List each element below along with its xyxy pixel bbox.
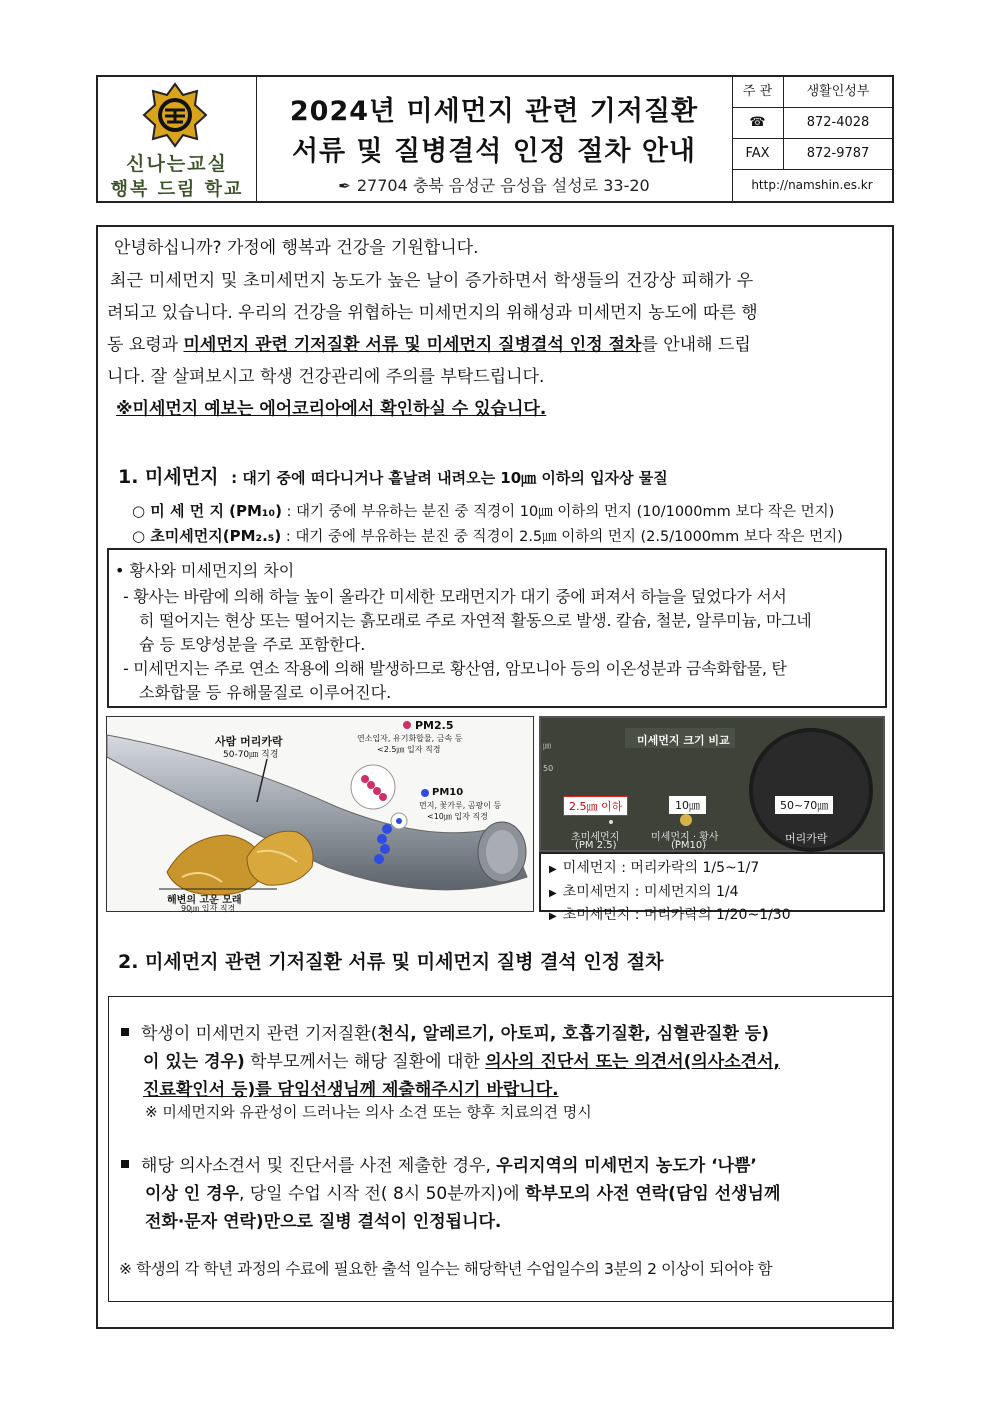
procedure-a-note: ※ 미세먼지와 유관성이 드러나는 의사 소견 또는 향후 치료의견 명시 — [145, 1103, 592, 1121]
b3-bold: 전화·문자 연락)만으로 질병 결석이 인정됩니다. — [145, 1212, 502, 1232]
info-key: FAX — [732, 139, 784, 169]
pm10-label: ○ 미 세 먼 지 (PM₁₀) — [132, 502, 282, 520]
intro-line-4 — [107, 330, 751, 355]
info-value: 생활인성부 — [806, 84, 870, 99]
ratio-text-3: 초미세먼지 : 머리카락의 1/20~1/30 — [562, 907, 791, 923]
info-row-fax — [732, 139, 892, 170]
document-title-line2: 서류 및 질병결석 인정 절차 안내 — [291, 136, 697, 167]
sand-label: 해변의 고운 모래 — [167, 895, 242, 906]
a3-underlined: 진료확인서 등)를 담임선생님께 제출해주시기 바랍니다. — [143, 1080, 559, 1100]
yellow-dust-vs-fine-dust-box — [107, 548, 887, 708]
b2-text: , 당일 수업 시작 전( 8시 50분까지)에 — [238, 1184, 525, 1204]
info-value: 872-4028 — [806, 115, 870, 130]
axis-unit-label: ㎛ — [543, 741, 551, 750]
procedure-a-line-3 — [143, 1075, 559, 1100]
a1-bold: 천식, 알레르기, 아토피, 호흡기질환, 심혈관질환 등) — [377, 1024, 769, 1044]
info-key: 주 관 — [732, 77, 784, 107]
square-bullet-icon — [121, 1160, 129, 1168]
diff-line-3: 슘 등 토양성분을 주로 포함한다. — [139, 635, 366, 654]
ratio-text-2: 초미세먼지 : 미세먼지의 1/4 — [562, 884, 739, 900]
document-header — [96, 75, 894, 203]
a2-underlined: 의사의 진단서 또는 의견서(의사소견서, — [485, 1052, 780, 1072]
pm10-figure-desc: 먼지, 꽃가루, 곰팡이 등 — [419, 801, 502, 810]
procedure-a-line-2 — [143, 1047, 780, 1072]
diff-line-5: 소화합물 등 유해물질로 이루어진다. — [139, 683, 392, 702]
hair-size-badge: 50~70㎛ — [775, 796, 833, 814]
pm10-definition — [132, 500, 834, 521]
procedure-a-line-1 — [121, 1019, 769, 1044]
school-slogan-bottom: 행복 드림 학교 — [110, 179, 244, 200]
address-text: 27704 충북 음성군 음성읍 설성로 33-20 — [356, 176, 650, 195]
section1-description: : 대기 중에 떠다니거나 흩날려 내려오는 10㎛ 이하의 입자상 물질 — [231, 469, 668, 487]
ratio-text-1: 미세먼지 : 머리카락의 1/5~1/7 — [562, 860, 760, 876]
contact-info-table — [732, 77, 892, 201]
pm25-size-badge: 2.5㎛ 이하 — [563, 796, 628, 816]
b1-bold: 우리지역의 미세먼지 농도가 ‘나쁨’ — [496, 1156, 757, 1176]
ratio-row-2: ▶ 초미세먼지 : 미세먼지의 1/4 — [549, 884, 739, 900]
b1-text: 해당 의사소견서 및 진단서를 사전 제출한 경우, — [141, 1156, 497, 1176]
ratio-row-1: ▶ 미세먼지 : 머리카락의 1/5~1/7 — [549, 860, 760, 876]
info-row-phone — [732, 108, 892, 139]
intro-line-4-underlined: 미세먼지 관련 기저질환 서류 및 미세먼지 질병결석 인정 절차 — [183, 335, 642, 355]
a2-bold: 이 있는 경우) — [143, 1052, 245, 1072]
section1-heading — [118, 462, 668, 489]
pm10-description: : 대기 중에 부유하는 분진 중 직경이 10㎛ 이하의 먼지 (10/1000mm 보다 작은 먼지) — [286, 504, 835, 520]
hair-size-label: 50-70㎛ 직경 — [223, 750, 279, 760]
school-logo-cell — [98, 77, 257, 201]
axis-tick-label: 50 — [543, 764, 554, 773]
pm10-figure-size: <10㎛ 입자 직경 — [427, 812, 488, 821]
pm25-caption: 초미세먼지 — [571, 832, 620, 843]
hair-caption: 머리카락 — [785, 832, 828, 845]
size-comparison-image — [539, 716, 885, 852]
ratio-row-3: ▶ 초미세먼지 : 머리카락의 1/20~1/30 — [549, 907, 791, 923]
intro-line-4-pre: 동 요령과 — [107, 335, 184, 355]
school-url-link[interactable]: http://namshin.es.kr — [751, 178, 873, 192]
pm10-caption-sub: (PM10) — [671, 840, 707, 851]
procedure-b-line-2 — [145, 1179, 780, 1204]
pm25-label: ○ 초미세먼지(PM₂.₅) — [132, 527, 282, 545]
particle-size-illustration — [106, 716, 534, 912]
pm25-definition — [132, 525, 843, 546]
pm25-figure-desc: 연소입자, 유기화합물, 금속 등 — [357, 734, 463, 743]
intro-line-3: 려되고 있습니다. 우리의 건강을 위협하는 미세먼지의 위해성과 미세먼지 농도에 따른 행 — [107, 303, 758, 323]
procedure-b-line-3 — [145, 1207, 501, 1232]
pm25-caption-sub: (PM 2.5) — [575, 840, 617, 851]
size-ratio-box — [539, 852, 885, 923]
phone-icon: ☎ — [732, 108, 784, 138]
airkorea-notice: ※미세먼지 예보는 에어코리아에서 확인하실 수 있습니다. — [116, 399, 547, 419]
intro-line-4-post: 를 안내해 드립 — [641, 335, 751, 355]
pm10-size-badge: 10㎛ — [669, 796, 706, 814]
sand-size-label: 90㎛ 입자 직경 — [181, 904, 236, 913]
section2-heading: 2. 미세먼지 관련 기저질환 서류 및 미세먼지 질병 결석 인정 절차 — [118, 951, 664, 973]
a2-text: 학부모께서는 해당 질환에 대한 — [244, 1052, 486, 1072]
diff-line-2: 히 떨어지는 현상 또는 떨어지는 흙모래로 주로 자연적 활동으로 발생. 칼슘, 철분, 알루미늄, 마그네 — [139, 611, 812, 630]
intro-line-5: 니다. 잘 살펴보시고 학생 건강관리에 주의를 부탁드립니다. — [107, 367, 545, 387]
pm25-figure-label: PM2.5 — [415, 719, 454, 732]
a1-text: 학생이 미세먼지 관련 기저질환( — [141, 1024, 378, 1044]
pm10-caption: 미세먼지 · 황사 — [651, 832, 719, 843]
document-title-line1: 2024년 미세먼지 관련 기저질환 — [289, 96, 699, 127]
school-slogan-top: 신나는교실 — [126, 153, 228, 175]
pm10-figure-label: PM10 — [432, 787, 464, 798]
info-row-department — [732, 77, 892, 108]
b2-bold: 이상 인 경우 — [145, 1184, 239, 1204]
info-value: 872-9787 — [806, 146, 870, 161]
intro-line-2: 최근 미세먼지 및 초미세먼지 농도가 높은 날이 증가하면서 학생들의 건강상 피해가 우 — [110, 271, 754, 291]
diff-title: • 황사와 미세먼지의 차이 — [115, 561, 295, 580]
hair-label: 사람 머리카락 — [215, 735, 283, 748]
pm25-figure-size: <2.5㎛ 입자 직경 — [377, 745, 441, 754]
title-cell — [256, 77, 733, 201]
info-row-url — [732, 170, 892, 201]
size-comparison-title: 미세먼지 크기 비교 — [637, 734, 730, 747]
diff-line-4: - 미세먼지는 주로 연소 작용에 의해 발생하므로 황산염, 암모니아 등의 이온성분과 금속화합물, 탄 — [123, 659, 787, 678]
procedure-b-line-1 — [121, 1151, 757, 1176]
attendance-note: ※ 학생의 각 학년 과정의 수료에 필요한 출석 일수는 해당학년 수업일수의 3분의 2 이상이 되어야 함 — [119, 1260, 773, 1278]
diff-line-1: - 황사는 바람에 의해 하늘 높이 올라간 미세한 모래먼지가 대기 중에 퍼져서 하늘을 덮었다가 서서 — [123, 587, 787, 606]
b2-bold-2: 학부모의 사전 연락(담임 선생님께 — [524, 1184, 781, 1204]
section1-heading-text: 1. 미세먼지 — [118, 466, 219, 488]
school-address — [256, 173, 732, 196]
pm25-description: : 대기 중에 부유하는 분진 중 직경이 2.5㎛ 이하의 먼지 (2.5/1000mm 보다 작은 먼지) — [285, 529, 843, 545]
square-bullet-icon — [121, 1028, 129, 1036]
procedure-box — [108, 996, 894, 1302]
school-emblem-icon — [143, 83, 207, 147]
intro-line-1: 안녕하십니까? 가정에 행복과 건강을 기원합니다. — [114, 238, 479, 258]
pen-nib-icon: ✒ — [338, 177, 351, 195]
